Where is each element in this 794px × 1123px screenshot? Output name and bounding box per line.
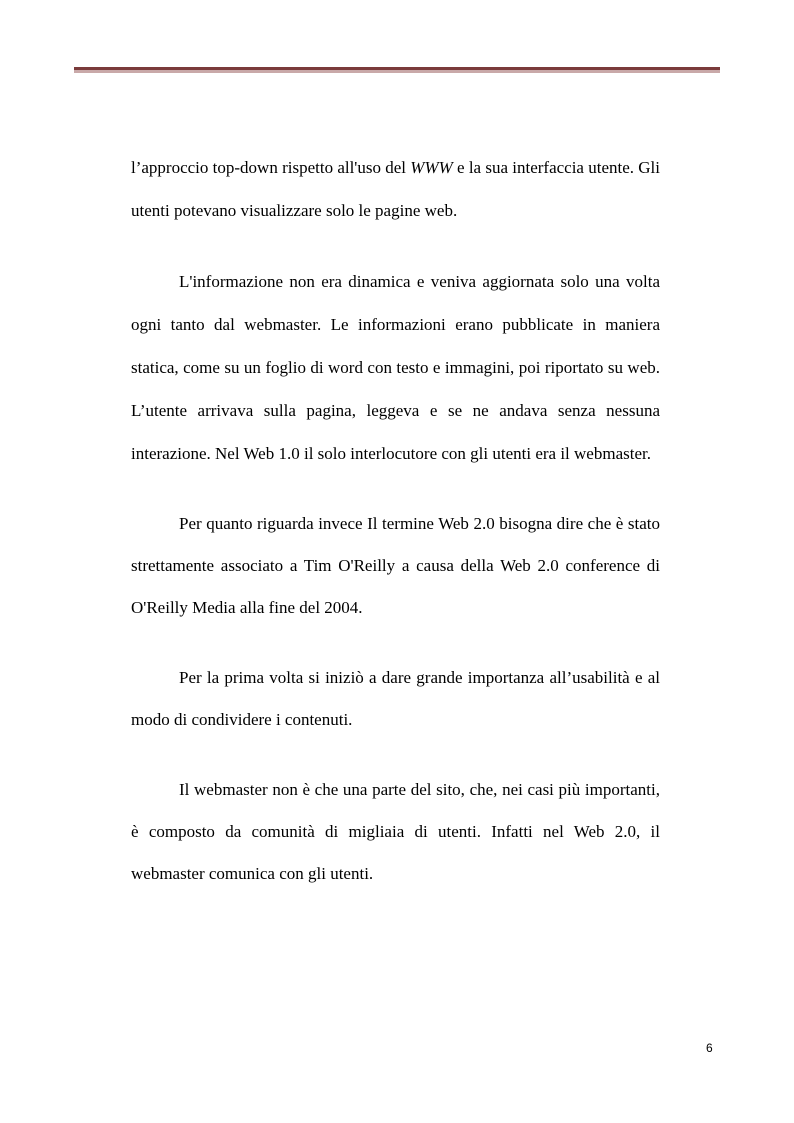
document-body [131, 146, 660, 923]
paragraph-4: Per la prima volta si iniziò a dare grande importanza all’usabilità e al modo di condividere i contenuti. [131, 668, 660, 729]
paragraph-1-text-before: l’approccio top-down rispetto all'uso del [131, 158, 411, 177]
paragraph-1 [131, 146, 660, 232]
paragraph-3: Per quanto riguarda invece Il termine Web 2.0 bisogna dire che è stato strettamente associato a Tim O'Reilly a causa della Web 2.0 conference di O'Reilly Media alla fine del 2004. [131, 514, 660, 617]
page-number: 6 [706, 1041, 713, 1055]
paragraph-1-text-after: e la sua interfaccia utente. Gli utenti potevano visualizzare solo le pagine web. [131, 158, 660, 220]
www-emphasis: WWW [410, 158, 453, 177]
paragraph-2: L'informazione non era dinamica e veniva aggiornata solo una volta ogni tanto dal webmaster. Le informazioni erano pubblicate in maniera statica, come su un foglio di word con testo e immagini, poi riportato su web. L’utente arrivava sulla pagina, leggeva e se ne andava senza nessuna interazione. Nel Web 1.0 il solo interlocutore con gli utenti era il webmaster. [131, 272, 660, 463]
paragraph-5: Il webmaster non è che una parte del sito, che, nei casi più importanti, è composto da comunità di migliaia di utenti. Infatti nel Web 2.0, il webmaster comunica con gli utenti. [131, 780, 660, 883]
header-rule-shadow [74, 70, 720, 73]
